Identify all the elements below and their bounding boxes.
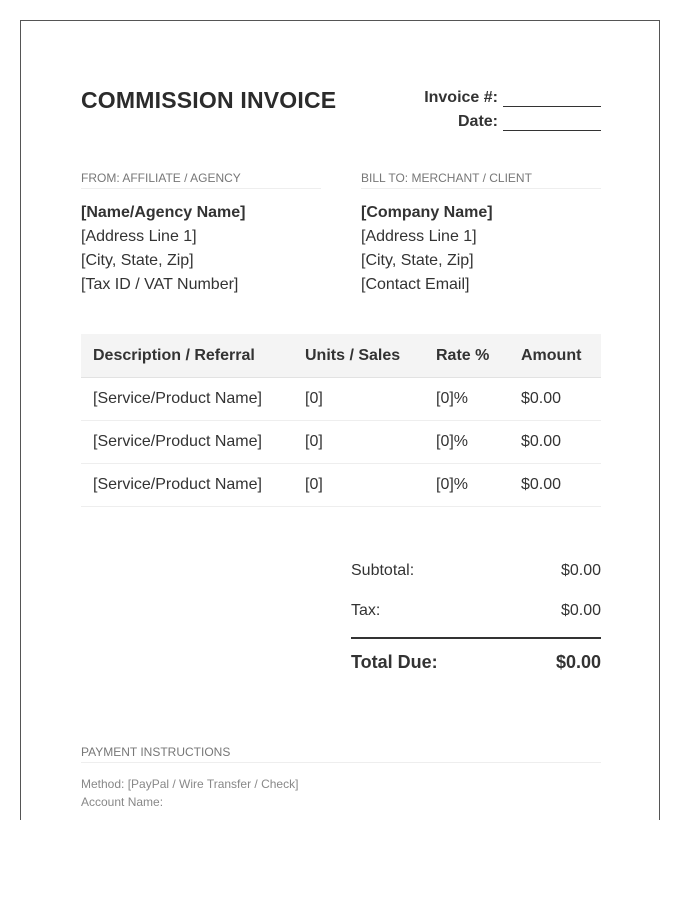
invoice-number-label: Invoice #: xyxy=(424,89,498,106)
payment-instructions xyxy=(81,745,601,811)
cell-units: [0] xyxy=(293,378,424,421)
from-tax-id: [Tax ID / VAT Number] xyxy=(81,276,239,293)
cell-units: [0] xyxy=(293,421,424,464)
from-name: [Name/Agency Name] xyxy=(81,204,246,221)
cell-amount: $0.00 xyxy=(509,464,601,507)
payment-label: PAYMENT INSTRUCTIONS xyxy=(81,745,601,763)
column-header-description: Description / Referral xyxy=(81,334,293,378)
tax-row xyxy=(351,591,601,631)
invoice-date-row xyxy=(341,107,601,131)
from-city: [City, State, Zip] xyxy=(81,252,194,269)
bill-to-address: [Address Line 1] xyxy=(361,228,477,245)
invoice-number-row xyxy=(341,83,601,107)
invoice-meta xyxy=(341,83,601,131)
from-section xyxy=(81,171,321,297)
line-items-table xyxy=(81,334,601,507)
bill-to-label: BILL TO: MERCHANT / CLIENT xyxy=(361,171,601,189)
total-due-label: Total Due: xyxy=(351,651,438,672)
payment-method: Method: [PayPal / Wire Transfer / Check] xyxy=(81,777,299,791)
payment-account-name: Account Name: xyxy=(81,795,164,809)
subtotal-label: Subtotal: xyxy=(351,562,415,579)
table-header-row xyxy=(81,334,601,378)
column-header-units: Units / Sales xyxy=(293,334,424,378)
cell-description: [Service/Product Name] xyxy=(81,464,293,507)
from-label: FROM: AFFILIATE / AGENCY xyxy=(81,171,321,189)
cell-units: [0] xyxy=(293,464,424,507)
cell-amount: $0.00 xyxy=(509,378,601,421)
invoice-sheet xyxy=(20,20,660,820)
invoice-number-blank xyxy=(503,92,601,107)
table-row xyxy=(81,464,601,507)
totals-section xyxy=(351,551,601,685)
total-due-value: $0.00 xyxy=(555,651,601,672)
column-header-amount: Amount xyxy=(509,334,601,378)
page-title: COMMISSION INVOICE xyxy=(81,87,337,113)
cell-amount: $0.00 xyxy=(509,421,601,464)
subtotal-value: $0.00 xyxy=(560,562,601,579)
column-header-rate: Rate % xyxy=(424,334,509,378)
invoice-date-blank xyxy=(503,116,601,131)
table-row xyxy=(81,421,601,464)
cell-description: [Service/Product Name] xyxy=(81,378,293,421)
tax-label: Tax: xyxy=(351,602,381,619)
cell-rate: [0]% xyxy=(424,421,509,464)
bill-to-city: [City, State, Zip] xyxy=(361,252,474,269)
tax-value: $0.00 xyxy=(560,602,601,619)
cell-description: [Service/Product Name] xyxy=(81,421,293,464)
invoice-date-label: Date: xyxy=(457,113,498,130)
bill-to-section xyxy=(361,171,601,297)
bill-to-name: [Company Name] xyxy=(361,204,493,221)
total-due-row xyxy=(351,639,601,685)
from-address: [Address Line 1] xyxy=(81,228,197,245)
table-row xyxy=(81,378,601,421)
bill-to-email: [Contact Email] xyxy=(361,276,470,293)
cell-rate: [0]% xyxy=(424,378,509,421)
subtotal-row xyxy=(351,551,601,591)
cell-rate: [0]% xyxy=(424,464,509,507)
